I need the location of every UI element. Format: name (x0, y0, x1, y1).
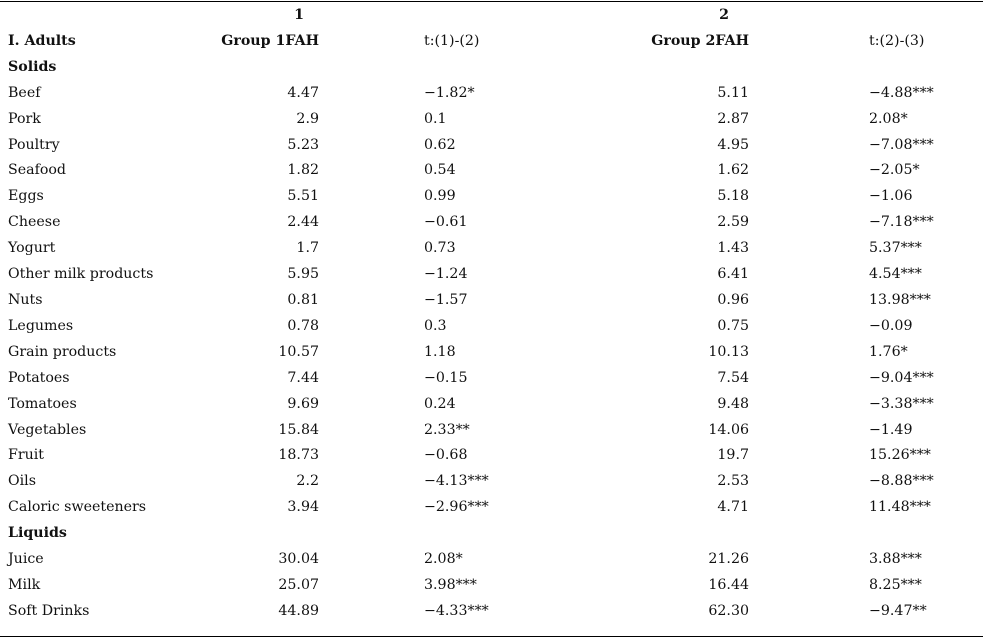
group-1fah-value: 30.04 (278, 551, 319, 568)
food-item: Caloric sweeteners (8, 499, 147, 516)
t-2-3-value: −2.05* (869, 162, 920, 179)
group-2fah-value: 21.26 (708, 551, 749, 568)
group-2fah-value: 0.75 (717, 317, 749, 334)
group-2fah-value: 5.18 (717, 188, 749, 205)
group-1fah-value: 7.44 (287, 369, 319, 386)
group-2fah-value: 19.7 (717, 447, 749, 464)
t-2-3-value: −1.49 (869, 421, 913, 438)
group-1fah-value: 5.95 (287, 266, 319, 283)
table-row (0, 210, 983, 236)
bottom-rule (0, 636, 983, 637)
group-1fah-value: 5.51 (287, 188, 319, 205)
table-row (0, 236, 983, 262)
section-title: Liquids (8, 525, 67, 542)
col-number-1: 1 (294, 7, 304, 23)
table-row (0, 314, 983, 340)
group-1fah-value: 3.94 (287, 499, 319, 516)
t-2-3-value: 15.26*** (869, 447, 931, 464)
group-1fah-value: 0.81 (287, 291, 319, 308)
group-2fah-value: 1.62 (717, 162, 749, 179)
t-1-2-value: −4.13*** (424, 473, 489, 490)
col-number-4 (749, 3, 983, 29)
group-2fah-value: 9.48 (717, 395, 749, 412)
t-2-3-value: −0.09 (869, 317, 913, 334)
table-row (0, 599, 983, 625)
group-2fah-value: 0.96 (717, 291, 749, 308)
group-1fah-value: 2.9 (296, 110, 319, 127)
col-number-3: 2 (719, 7, 729, 23)
table-row (0, 547, 983, 573)
table-row (0, 366, 983, 392)
empty-cell (178, 55, 319, 81)
group-2fah-value: 2.53 (717, 473, 749, 490)
t-2-3-value: 1.76* (869, 343, 908, 360)
section-header-row (0, 55, 983, 81)
t-1-2-value: 0.62 (424, 136, 456, 153)
t-1-2-value: −0.61 (424, 214, 468, 231)
group-2fah-value: 2.59 (717, 214, 749, 231)
t-2-3-value: −7.18*** (869, 214, 934, 231)
group-2fah-value: 16.44 (708, 576, 749, 593)
t-1-2-value: −0.68 (424, 447, 468, 464)
group-2fah-value: 62.30 (708, 602, 749, 619)
table-row (0, 288, 983, 314)
table-row (0, 107, 983, 133)
group-2fah-value: 5.11 (717, 84, 749, 101)
table-row (0, 443, 983, 469)
food-item: Pork (8, 110, 41, 127)
t-1-2-value: 1.18 (424, 343, 456, 360)
table-body (0, 55, 983, 625)
empty-cell (574, 55, 749, 81)
food-item: Grain products (8, 343, 117, 360)
group-1fah-value: 15.84 (278, 421, 319, 438)
empty-cell (749, 521, 983, 547)
t-2-3-value: 4.54*** (869, 266, 922, 283)
group-2fah-value: 2.87 (717, 110, 749, 127)
group-2fah-value: 4.95 (717, 136, 749, 153)
table-row (0, 495, 983, 521)
table-row (0, 340, 983, 366)
food-item: Soft Drinks (8, 602, 90, 619)
food-item: Poultry (8, 136, 60, 153)
group-1fah-value: 18.73 (278, 447, 319, 464)
table-row (0, 573, 983, 599)
col-label-group-2fah: Group 2FAH (651, 32, 749, 49)
t-1-2-value: 2.08* (424, 551, 463, 568)
t-1-2-value: 0.24 (424, 395, 456, 412)
group-1fah-value: 4.47 (287, 84, 319, 101)
group-2fah-value: 10.13 (708, 343, 749, 360)
empty-cell (749, 55, 983, 81)
t-1-2-value: −1.24 (424, 266, 468, 283)
t-2-3-value: −7.08*** (869, 136, 934, 153)
t-2-3-value: −9.04*** (869, 369, 934, 386)
t-2-3-value: −4.88*** (869, 84, 934, 101)
food-item: Eggs (8, 188, 44, 205)
food-item: Seafood (8, 162, 66, 179)
table-row (0, 184, 983, 210)
empty-cell (319, 521, 574, 547)
empty-cell (178, 521, 319, 547)
food-item: Beef (8, 84, 41, 101)
col-number-0 (0, 3, 178, 29)
food-item: Juice (8, 551, 44, 568)
table-row (0, 158, 983, 184)
food-item: Vegetables (8, 421, 87, 438)
group-2fah-value: 1.43 (717, 240, 749, 257)
t-2-3-value: −8.88*** (869, 473, 934, 490)
group-1fah-value: 10.57 (278, 343, 319, 360)
t-2-3-value: 3.88*** (869, 551, 922, 568)
col-label-t-1-2: t:(1)-(2) (424, 32, 480, 49)
col-label-t-2-3: t:(2)-(3) (869, 32, 925, 49)
table-row (0, 262, 983, 288)
t-1-2-value: 2.33** (424, 421, 470, 438)
t-2-3-value: 11.48*** (869, 499, 931, 516)
t-2-3-value: −9.47** (869, 602, 927, 619)
table-row (0, 469, 983, 495)
top-rule (0, 1, 983, 2)
group-2fah-value: 14.06 (708, 421, 749, 438)
t-2-3-value: −1.06 (869, 188, 913, 205)
t-1-2-value: 0.3 (424, 317, 447, 334)
t-1-2-value: 0.73 (424, 240, 456, 257)
food-item: Potatoes (8, 369, 70, 386)
table-row (0, 392, 983, 418)
food-item: Oils (8, 473, 36, 490)
food-item: Cheese (8, 214, 61, 231)
t-1-2-value: 0.1 (424, 110, 447, 127)
t-1-2-value: 3.98*** (424, 576, 477, 593)
t-2-3-value: −3.38*** (869, 395, 934, 412)
table-row (0, 418, 983, 444)
food-item: Milk (8, 576, 41, 593)
t-1-2-value: −0.15 (424, 369, 468, 386)
section-header-row (0, 521, 983, 547)
empty-cell (319, 55, 574, 81)
t-2-3-value: 8.25*** (869, 576, 922, 593)
food-item: Legumes (8, 317, 74, 334)
group-1fah-value: 2.2 (296, 473, 319, 490)
food-item: Other milk products (8, 266, 154, 283)
t-1-2-value: −1.82* (424, 84, 475, 101)
group-1fah-value: 9.69 (287, 395, 319, 412)
col-number-2 (319, 3, 574, 29)
section-title: Solids (8, 58, 57, 75)
column-label-row (0, 29, 983, 55)
group-1fah-value: 1.82 (287, 162, 319, 179)
food-item: Fruit (8, 447, 45, 464)
col-label-population: I. Adults (8, 32, 76, 49)
t-2-3-value: 2.08* (869, 110, 908, 127)
food-item: Tomatoes (8, 395, 77, 412)
group-1fah-value: 5.23 (287, 136, 319, 153)
group-2fah-value: 7.54 (717, 369, 749, 386)
t-1-2-value: 0.54 (424, 162, 456, 179)
food-item: Yogurt (8, 240, 56, 257)
food-item: Nuts (8, 291, 43, 308)
group-2fah-value: 6.41 (717, 266, 749, 283)
t-1-2-value: −2.96*** (424, 499, 489, 516)
group-1fah-value: 44.89 (278, 602, 319, 619)
t-1-2-value: −1.57 (424, 291, 468, 308)
column-number-row (0, 3, 983, 29)
group-1fah-value: 2.44 (287, 214, 319, 231)
t-2-3-value: 13.98*** (869, 291, 931, 308)
group-1fah-value: 25.07 (278, 576, 319, 593)
group-1fah-value: 0.78 (287, 317, 319, 334)
col-label-group-1fah: Group 1FAH (221, 32, 319, 49)
group-2fah-value: 4.71 (717, 499, 749, 516)
t-2-3-value: 5.37*** (869, 240, 922, 257)
empty-cell (574, 521, 749, 547)
data-table (0, 3, 983, 625)
t-1-2-value: 0.99 (424, 188, 456, 205)
group-1fah-value: 1.7 (296, 240, 319, 257)
table-row (0, 133, 983, 159)
table-row (0, 81, 983, 107)
t-1-2-value: −4.33*** (424, 602, 489, 619)
